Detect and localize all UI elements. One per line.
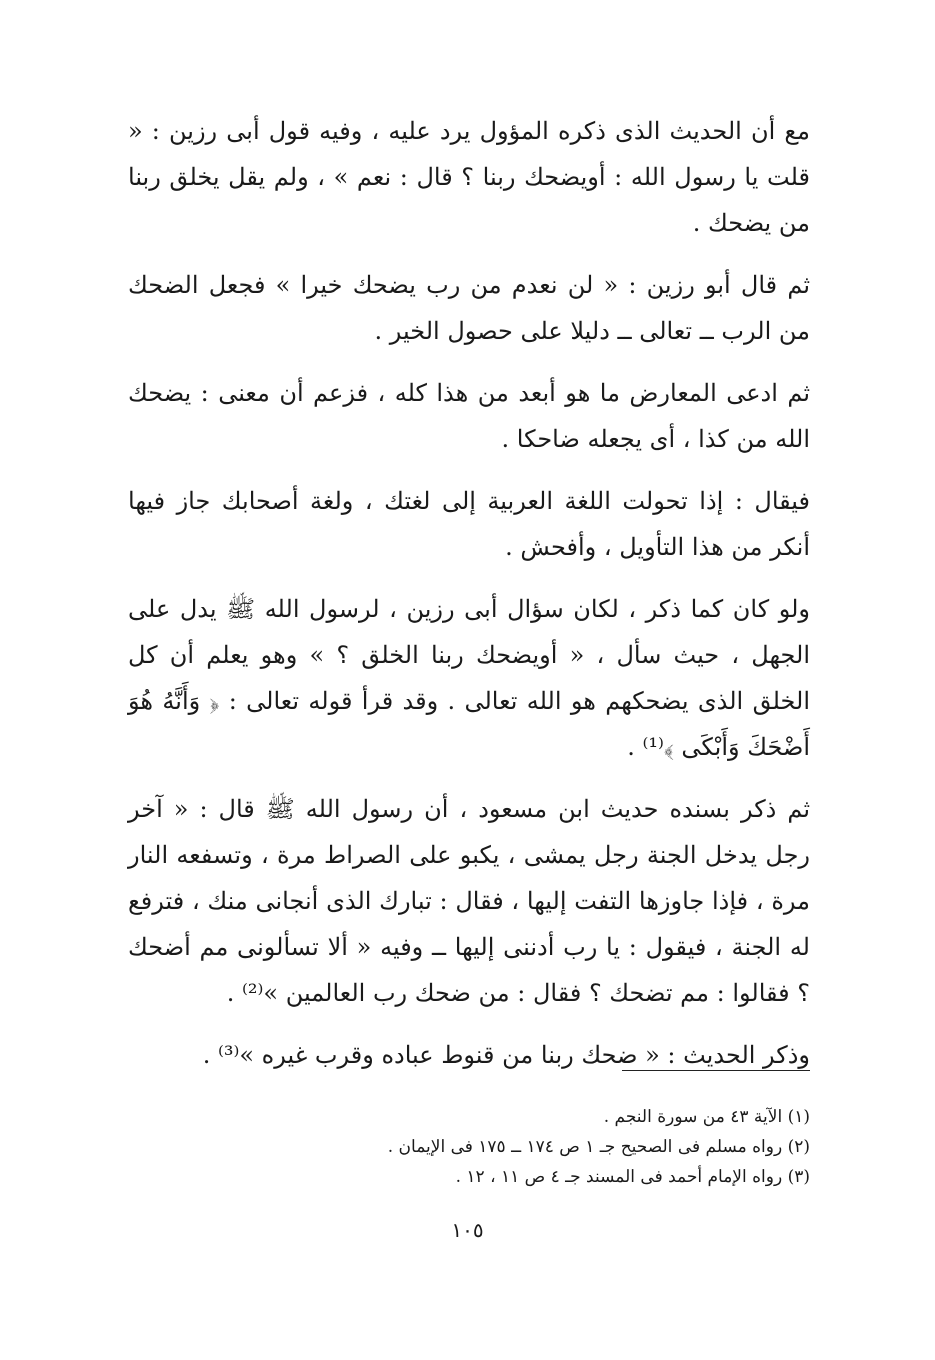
paragraph-6: ثم ذكر بسنده حديث ابن مسعود ، أن رسول الله ﷺ قال : « آخر رجل يدخل الجنة رجل يمشى ، يكبو على الصراط مرة ، وتسفعه النار مرة ، فإذا جاوزها التفت إليها ، فقال : تبارك الذى أنجانى منك ، فترفع له الجنة ، فيقول : يا رب أدننى إليها ــ وفيه « ألا تسألونى مم أضحك ؟ فقالوا : مم تضحك ؟ فقال : من ضحك رب العالمين »⁽²⁾ . [128,795,810,1007]
paragraph-4: فيقال : إذا تحولت اللغة العربية إلى لغتك ، ولغة أصحابك جاز فيها أنكر من هذا التأويل ، وأفحش . [128,487,810,561]
main-text [128,108,810,1078]
footnote-divider [622,1070,810,1071]
paragraph-3: ثم ادعى المعارض ما هو أبعد من هذا كله ، فزعم أن معنى : يضحك الله من كذا ، أى يجعله ضاحكا . [128,379,810,453]
footnote-2: (٢) رواه مسلم فى الصحيح جـ ١ ص ١٧٤ ــ ١٧٥ فى الإيمان . [387,1137,810,1157]
footnote-1: (١) الآية ٤٣ من سورة النجم . [603,1107,810,1127]
footnote-3: (٣) رواه الإمام أحمد فى المسند جـ ٤ ص ١١ ، ١٢ . [455,1167,810,1187]
footnotes [128,1102,810,1192]
paragraph-2: ثم قال أبو رزين : « لن نعدم من رب يضحك خيرا » فجعل الضحك من الرب ــ تعالى ــ دليلا على حصول الخير . [128,271,810,345]
paragraph-1: مع أن الحديث الذى ذكره المؤول يرد عليه ، وفيه قول أبى رزين : « قلت يا رسول الله : أويضحك ربنا ؟ قال : نعم » ، ولم يقل يخلق ربنا من يضحك . [128,117,810,237]
paragraph-7: وذكر الحديث : « ضحك ربنا من قنوط عباده وقرب غيره »⁽³⁾ . [202,1041,810,1069]
paragraph-5: ولو كان كما ذكر ، لكان سؤال أبى رزين ، لرسول الله ﷺ يدل على الجهل ، حيث سأل ، « أويضحك ربنا الخلق ؟ » وهو يعلم أن كل الخلق الذى يضحكهم هو الله تعالى . وقد قرأ قوله تعالى : ﴿ وَأَنَّهُ هُوَ أَضْحَكَ وَأَبْكَى ﴾⁽¹⁾ . [128,595,810,761]
page-number: ١٠٥ [451,1218,484,1242]
